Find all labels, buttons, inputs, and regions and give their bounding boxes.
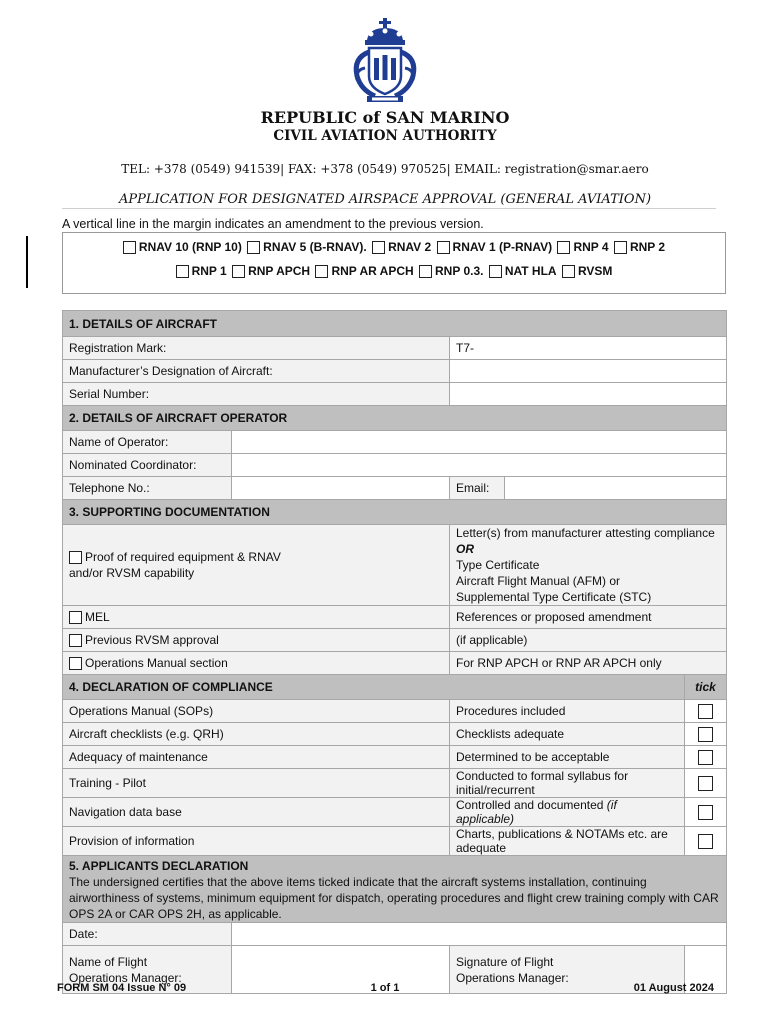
checkbox[interactable]: [69, 657, 82, 670]
declaration-cell: [63, 856, 727, 923]
manufacturer-row: [63, 360, 727, 383]
name-label-cell: Name of Flight Operations Manager:: [63, 946, 232, 994]
compliance-desc: Controlled and documented (if applicable): [450, 798, 685, 827]
date-field[interactable]: [232, 923, 727, 946]
compliance-desc: Checklists adequate: [450, 723, 685, 746]
compliance-item: Operations Manual (SOPs): [63, 700, 450, 723]
contact-line: TEL: +378 (0549) 941539| FAX: +378 (0549) 970525| EMAIL: registration@smar.aero: [121, 162, 649, 176]
checkbox[interactable]: [247, 241, 260, 254]
email-label: Email:: [450, 477, 505, 500]
signature-label-cell: Signature of Flight Operations Manager:: [450, 946, 685, 994]
tick-heading: tick: [685, 675, 727, 700]
tick-checkbox[interactable]: [698, 805, 713, 820]
section-5-header: [63, 856, 727, 923]
options-row-2: [63, 264, 725, 278]
checkbox[interactable]: [232, 265, 245, 278]
section-5-heading: 5. APPLICANTS DECLARATION: [69, 859, 249, 873]
compliance-row: [63, 700, 727, 723]
authority-title: CIVIL AVIATION AUTHORITY: [273, 128, 497, 144]
option-rnp-apch[interactable]: RNP APCH: [232, 264, 310, 278]
declaration-text: The undersigned certifies that the above items ticked indicate that the aircraft systems installation, continuing airworthiness of systems, minimum equipment for dispatch, operating procedures and flight crew training comply with CAR OPS 2A or CAR OPS 2H, as applicable.: [69, 875, 719, 921]
compliance-item: Aircraft checklists (e.g. QRH): [63, 723, 450, 746]
option-rvsm[interactable]: RVSM: [562, 264, 612, 278]
proof-label-a: Proof of required equipment & RNAV: [85, 550, 281, 564]
proof-cell: [63, 525, 450, 606]
section-3-heading: 3. SUPPORTING DOCUMENTATION: [63, 500, 727, 525]
page-title: REPUBLIC of SAN MARINO: [260, 108, 510, 127]
divider: [62, 208, 716, 209]
section-1-heading: 1. DETAILS OF AIRCRAFT: [63, 311, 727, 337]
registration-field[interactable]: T7-: [450, 337, 727, 360]
option-rnav-1[interactable]: RNAV 1 (P-RNAV): [437, 240, 553, 254]
section-2-heading: 2. DETAILS OF AIRCRAFT OPERATOR: [63, 406, 727, 431]
checkbox[interactable]: [419, 265, 432, 278]
footer-date: 01 August 2024: [633, 982, 714, 994]
tick-checkbox[interactable]: [698, 834, 713, 849]
coordinator-label: Nominated Coordinator:: [63, 454, 232, 477]
tick-cell: [685, 827, 727, 856]
ops-manual-row: [63, 652, 727, 675]
tick-cell: [685, 798, 727, 827]
airspace-options-box: [62, 232, 726, 294]
checkbox[interactable]: [372, 241, 385, 254]
compliance-row: [63, 827, 727, 856]
manufacturer-field[interactable]: [450, 360, 727, 383]
footer-page-number: 1 of 1: [370, 982, 400, 994]
date-row: [63, 923, 727, 946]
operator-label: Name of Operator:: [63, 431, 232, 454]
footer-form-number: FORM SM 04 Issue N° 09: [57, 982, 187, 994]
option-rnp-2[interactable]: RNP 2: [614, 240, 665, 254]
option-rnav-5[interactable]: RNAV 5 (B-RNAV).: [247, 240, 367, 254]
amendment-note: A vertical line in the margin indicates an amendment to the previous version.: [62, 217, 484, 231]
coordinator-row: [63, 454, 727, 477]
compliance-desc: Conducted to formal syllabus for initial/recurrent: [450, 769, 685, 798]
application-form-table: [62, 310, 727, 994]
serial-field[interactable]: [450, 383, 727, 406]
operator-row: [63, 431, 727, 454]
rvsm-cell: Previous RVSM approval: [63, 629, 450, 652]
checkbox[interactable]: [315, 265, 328, 278]
proof-label-b: and/or RVSM capability: [69, 566, 195, 580]
compliance-item: Training - Pilot: [63, 769, 450, 798]
coordinator-field[interactable]: [232, 454, 727, 477]
compliance-item: Adequacy of maintenance: [63, 746, 450, 769]
tick-checkbox[interactable]: [698, 704, 713, 719]
compliance-desc: Procedures included: [450, 700, 685, 723]
checkbox[interactable]: [489, 265, 502, 278]
serial-row: [63, 383, 727, 406]
tick-cell: [685, 746, 727, 769]
checkbox[interactable]: [69, 551, 82, 564]
option-rnp-ar-apch[interactable]: RNP AR APCH: [315, 264, 413, 278]
checkbox[interactable]: [614, 241, 627, 254]
letter-cell: Letter(s) from manufacturer attesting compliance OR Type Certificate Aircraft Flight Manual (AFM) or Supplemental Type Certificate (STC): [450, 525, 727, 606]
checkbox[interactable]: [557, 241, 570, 254]
compliance-item: Navigation data base: [63, 798, 450, 827]
tick-checkbox[interactable]: [698, 727, 713, 742]
option-rnav-10[interactable]: RNAV 10 (RNP 10): [123, 240, 242, 254]
checkbox[interactable]: [562, 265, 575, 278]
section-4-header: [63, 675, 727, 700]
telephone-field[interactable]: [232, 477, 450, 500]
compliance-row: [63, 723, 727, 746]
coat-of-arms-logo: [345, 18, 425, 106]
serial-label: Serial Number:: [63, 383, 450, 406]
section-1-header: [63, 311, 727, 337]
amendment-margin-line: [26, 236, 28, 288]
mel-desc: References or proposed amendment: [450, 606, 727, 629]
mel-cell: MEL: [63, 606, 450, 629]
ops-manual-desc: For RNP APCH or RNP AR APCH only: [450, 652, 727, 675]
registration-label: Registration Mark:: [63, 337, 450, 360]
checkbox[interactable]: [437, 241, 450, 254]
rvsm-row: [63, 629, 727, 652]
compliance-row: [63, 769, 727, 798]
telephone-row: [63, 477, 727, 500]
compliance-row: [63, 798, 727, 827]
option-rnp-4[interactable]: RNP 4: [557, 240, 608, 254]
proof-row: [63, 525, 727, 606]
manufacturer-label: Manufacturer’s Designation of Aircraft:: [63, 360, 450, 383]
ops-manual-cell: Operations Manual section: [63, 652, 450, 675]
email-field[interactable]: [505, 477, 727, 500]
option-rnav-2[interactable]: RNAV 2: [372, 240, 431, 254]
section-2-header: [63, 406, 727, 431]
options-row-1: [63, 240, 725, 254]
section-3-header: [63, 500, 727, 525]
section-4-heading: 4. DECLARATION OF COMPLIANCE: [63, 675, 685, 700]
tick-checkbox[interactable]: [698, 776, 713, 791]
checkbox[interactable]: [123, 241, 136, 254]
option-nat-hla[interactable]: NAT HLA: [489, 264, 557, 278]
compliance-desc: Determined to be acceptable: [450, 746, 685, 769]
form-title: APPLICATION FOR DESIGNATED AIRSPACE APPROVAL (GENERAL AVIATION): [118, 192, 652, 207]
registration-row: [63, 337, 727, 360]
tick-cell: [685, 700, 727, 723]
mel-row: [63, 606, 727, 629]
compliance-desc: Charts, publications & NOTAMs etc. are adequate: [450, 827, 685, 856]
compliance-row: [63, 746, 727, 769]
checkbox[interactable]: [176, 265, 189, 278]
telephone-label: Telephone No.:: [63, 477, 232, 500]
checkbox[interactable]: [69, 634, 82, 647]
rvsm-desc: (if applicable): [450, 629, 727, 652]
compliance-item: Provision of information: [63, 827, 450, 856]
operator-field[interactable]: [232, 431, 727, 454]
date-label: Date:: [63, 923, 232, 946]
tick-checkbox[interactable]: [698, 750, 713, 765]
option-rnp-0-3[interactable]: RNP 0.3.: [419, 264, 483, 278]
checkbox[interactable]: [69, 611, 82, 624]
tick-cell: [685, 723, 727, 746]
option-rnp-1[interactable]: RNP 1: [176, 264, 227, 278]
tick-cell: [685, 769, 727, 798]
